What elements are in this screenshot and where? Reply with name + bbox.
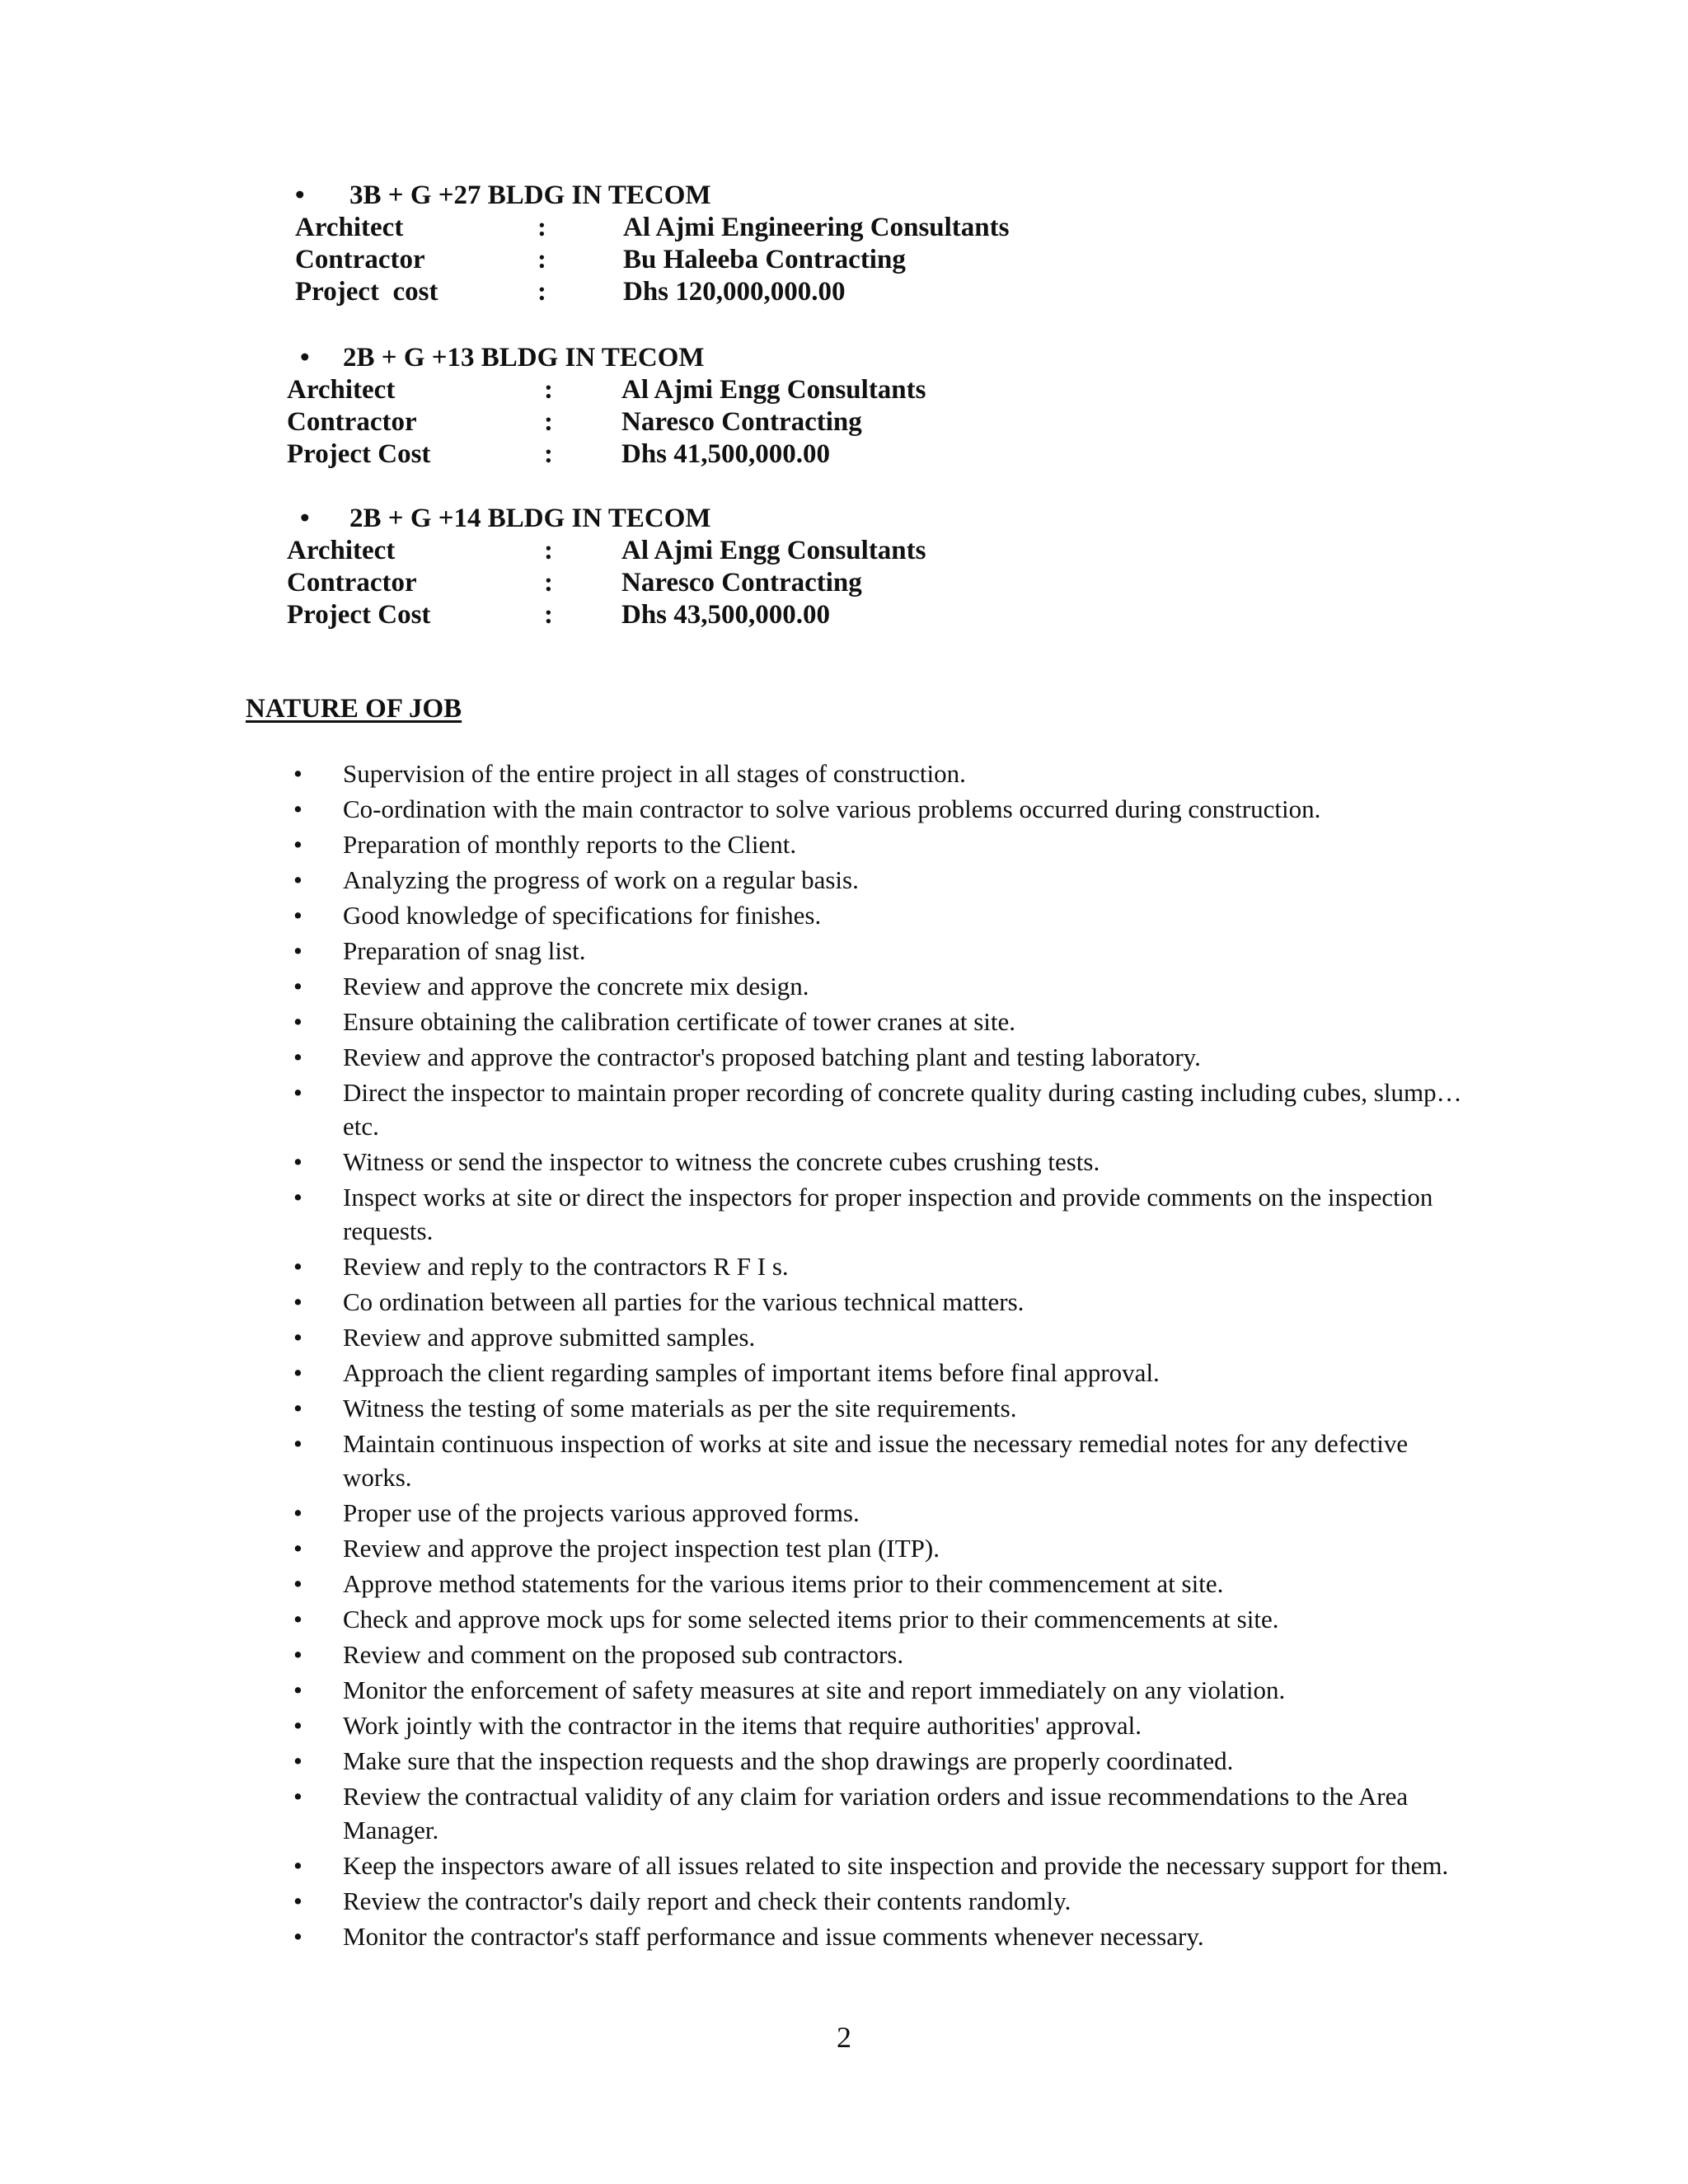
duty-text: Check and approve mock ups for some selected items prior to their commencements at site.	[343, 1605, 1279, 1633]
bullet-icon: •	[293, 1078, 302, 1107]
duty-list-item	[293, 1285, 1464, 1319]
bullet-icon: •	[293, 1429, 302, 1458]
duty-list-item	[293, 1076, 1464, 1143]
row-colon: :	[544, 568, 553, 598]
row-value: Naresco Contracting	[621, 407, 862, 437]
bullet-icon: •	[293, 1147, 302, 1176]
row-colon: :	[537, 245, 546, 274]
project-title: 2B + G +13 BLDG IN TECOM	[343, 343, 705, 373]
project-title: 2B + G +14 BLDG IN TECOM	[349, 504, 711, 533]
row-colon: :	[544, 407, 553, 437]
bullet-icon: •	[293, 1394, 302, 1422]
duty-text: Direct the inspector to maintain proper recording of concrete quality during casting including cubes, slump…etc.	[343, 1078, 1462, 1141]
bullet-icon: •	[293, 936, 302, 965]
row-colon: :	[537, 277, 546, 307]
duty-list-item	[293, 1320, 1464, 1354]
bullet-icon: •	[293, 830, 302, 859]
row-label: Project Cost	[287, 439, 431, 469]
duty-list-item	[293, 1180, 1464, 1248]
duty-list-item	[293, 1005, 1464, 1038]
bullet-icon: •	[293, 1640, 302, 1669]
duty-list-item	[293, 1919, 1464, 1953]
duty-list-item	[293, 1779, 1464, 1847]
duty-text: Review and approve the contractor's proposed batching plant and testing laboratory.	[343, 1043, 1201, 1071]
row-value: Dhs 120,000,000.00	[623, 277, 846, 307]
row-label: Project Cost	[287, 600, 431, 630]
bullet-icon: •	[293, 1675, 302, 1704]
row-value: Bu Haleeba Contracting	[623, 245, 906, 274]
duty-list-item	[293, 1708, 1464, 1742]
row-label: Architect	[287, 536, 396, 565]
duty-list-item	[293, 1356, 1464, 1390]
duty-text: Proper use of the projects various approved forms.	[343, 1498, 860, 1527]
duty-text: Review and approve the project inspection test plan (ITP).	[343, 1534, 940, 1563]
row-colon: :	[544, 375, 553, 405]
duty-text: Work jointly with the contractor in the items that require authorities' approval.	[343, 1711, 1142, 1740]
row-label: Project cost	[295, 277, 438, 307]
bullet-icon: •	[300, 504, 310, 533]
duty-text: Co ordination between all parties for the various technical matters.	[343, 1287, 1025, 1316]
row-label: Contractor	[295, 245, 425, 274]
duty-text: Ensure obtaining the calibration certificate of tower cranes at site.	[343, 1007, 1015, 1036]
duty-text: Review and comment on the proposed sub contractors.	[343, 1640, 904, 1669]
duties-list	[293, 757, 1464, 1955]
duty-text: Review and approve the concrete mix design.	[343, 972, 809, 1001]
duty-text: Approve method statements for the various items prior to their commencement at site.	[343, 1569, 1224, 1598]
duty-list-item	[293, 1145, 1464, 1179]
bullet-icon: •	[293, 1605, 302, 1633]
duty-list-item	[293, 757, 1464, 790]
bullet-icon: •	[293, 759, 302, 788]
bullet-icon: •	[293, 1252, 302, 1281]
bullet-icon: •	[293, 1782, 302, 1811]
duty-list-item	[293, 792, 1464, 826]
bullet-icon: •	[293, 1007, 302, 1036]
bullet-icon: •	[293, 1534, 302, 1563]
row-label: Architect	[287, 375, 396, 405]
bullet-icon: •	[293, 1498, 302, 1527]
duty-list-item	[293, 1567, 1464, 1601]
bullet-icon: •	[293, 1043, 302, 1071]
nature-of-job-heading: NATURE OF JOB	[246, 694, 462, 724]
duty-text: Analyzing the progress of work on a regular basis.	[343, 865, 859, 894]
bullet-icon: •	[293, 1886, 302, 1915]
bullet-icon: •	[293, 1358, 302, 1387]
bullet-icon: •	[293, 1183, 302, 1212]
page-number: 2	[837, 2021, 851, 2054]
bullet-icon: •	[300, 343, 310, 373]
bullet-icon: •	[293, 1851, 302, 1880]
row-value: Al Ajmi Engineering Consultants	[623, 213, 1010, 242]
duty-list-item	[293, 1602, 1464, 1636]
row-value: Dhs 43,500,000.00	[621, 600, 831, 630]
duty-text: Make sure that the inspection requests and the shop drawings are properly coordinated.	[343, 1746, 1234, 1775]
duty-text: Review and reply to the contractors R F I s.	[343, 1252, 789, 1281]
row-label: Architect	[295, 213, 404, 242]
duty-list-item	[293, 1884, 1464, 1918]
bullet-icon: •	[293, 1922, 302, 1951]
duty-text: Review and approve submitted samples.	[343, 1323, 756, 1352]
row-colon: :	[544, 439, 553, 469]
duty-text: Preparation of monthly reports to the Client.	[343, 830, 797, 859]
duty-text: Maintain continuous inspection of works at site and issue the necessary remedial notes for any defective works.	[343, 1429, 1409, 1492]
duty-text: Monitor the contractor's staff performance and issue comments whenever necessary.	[343, 1922, 1204, 1951]
duty-list-item	[293, 1040, 1464, 1074]
duty-list-item	[293, 1249, 1464, 1283]
duty-list-item	[293, 1496, 1464, 1530]
row-label: Contractor	[287, 568, 417, 598]
duty-text: Review the contractual validity of any claim for variation orders and issue recommendations to the Area Manager.	[343, 1782, 1409, 1844]
row-value: Al Ajmi Engg Consultants	[621, 375, 926, 405]
duty-list-item	[293, 1673, 1464, 1707]
duty-text: Monitor the enforcement of safety measures at site and report immediately on any violation.	[343, 1675, 1286, 1704]
row-colon: :	[544, 536, 553, 565]
row-value: Al Ajmi Engg Consultants	[621, 536, 926, 565]
bullet-icon: •	[293, 865, 302, 894]
duty-text: Keep the inspectors aware of all issues related to site inspection and provide the necessary support for them.	[343, 1851, 1449, 1880]
duty-list-item	[293, 1638, 1464, 1671]
duty-list-item	[293, 827, 1464, 861]
bullet-icon: •	[293, 901, 302, 930]
duty-text: Good knowledge of specifications for finishes.	[343, 901, 822, 930]
duty-list-item	[293, 863, 1464, 897]
bullet-icon: •	[295, 180, 305, 210]
bullet-icon: •	[293, 1287, 302, 1316]
duty-text: Approach the client regarding samples of important items before final approval.	[343, 1358, 1160, 1387]
duty-text: Witness or send the inspector to witness the concrete cubes crushing tests.	[343, 1147, 1100, 1176]
duty-text: Review the contractor's daily report and check their contents randomly.	[343, 1886, 1071, 1915]
row-colon: :	[544, 600, 553, 630]
row-value: Naresco Contracting	[621, 568, 862, 598]
bullet-icon: •	[293, 794, 302, 823]
duty-list-item	[293, 934, 1464, 968]
duty-text: Supervision of the entire project in all stages of construction.	[343, 759, 966, 788]
row-label: Contractor	[287, 407, 417, 437]
duty-text: Preparation of snag list.	[343, 936, 586, 965]
duty-list-item	[293, 1744, 1464, 1778]
row-value: Dhs 41,500,000.00	[621, 439, 831, 469]
duty-list-item	[293, 1531, 1464, 1565]
duty-text: Co-ordination with the main contractor to solve various problems occurred during construction.	[343, 794, 1321, 823]
bullet-icon: •	[293, 1323, 302, 1352]
duty-list-item	[293, 969, 1464, 1003]
duty-text: Inspect works at site or direct the inspectors for proper inspection and provide comments on the inspection requests.	[343, 1183, 1433, 1245]
duty-list-item	[293, 1427, 1464, 1494]
bullet-icon: •	[293, 972, 302, 1001]
bullet-icon: •	[293, 1711, 302, 1740]
bullet-icon: •	[293, 1746, 302, 1775]
project-title: 3B + G +27 BLDG IN TECOM	[349, 180, 711, 210]
bullet-icon: •	[293, 1569, 302, 1598]
duty-list-item	[293, 898, 1464, 932]
duty-list-item	[293, 1391, 1464, 1425]
duty-list-item	[293, 1849, 1464, 1882]
duty-text: Witness the testing of some materials as per the site requirements.	[343, 1394, 1017, 1422]
row-colon: :	[537, 213, 546, 242]
